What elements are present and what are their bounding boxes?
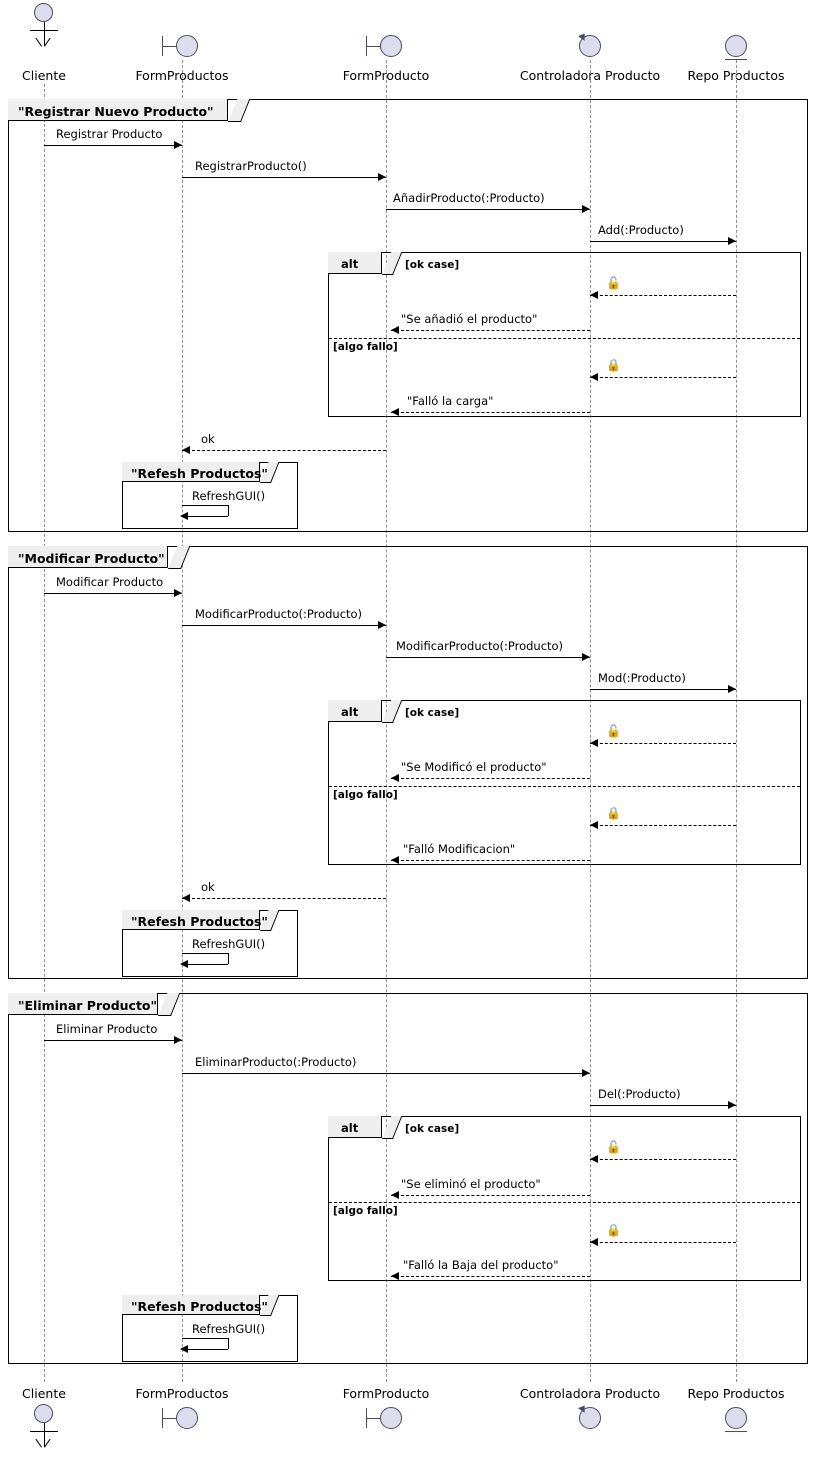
lock-icon: 🔓 [606,724,621,738]
boundary-stem-icon [162,1418,176,1419]
message-label: RefreshGUI() [192,937,266,951]
alt-keyword: alt [341,705,359,719]
frame-label-refesh-3: "Refesh Productos" [131,1299,268,1314]
boundary-stem-icon [366,46,380,47]
message-label: Modificar Producto [56,575,164,589]
participant-label-controladora: Controladora Producto [519,68,661,83]
alt-keyword: alt [341,257,359,271]
message-label: ok [201,880,215,894]
message-label: Eliminar Producto [56,1022,158,1036]
alt-divider-2 [329,786,800,787]
frame-label-refesh-1: "Refesh Productos" [131,466,268,481]
boundary-circle-icon [176,35,198,57]
actor-arms-icon [30,30,58,31]
boundary-circle-icon [176,1407,198,1429]
alt-guard-fail: [algo fallo] [333,341,398,353]
participant-label-formproductos: FormProductos [135,68,229,83]
alt-guard-ok: [ok case] [405,259,460,271]
participant-label-cliente-bottom: Cliente [22,1386,66,1401]
broken-lock-icon: 🔒 [606,806,621,820]
alt-guard-fail: [algo fallo] [333,1205,398,1217]
alt-divider-1 [329,338,800,339]
alt-frame-2 [328,700,801,865]
actor-head-icon [34,3,53,22]
message-label: ok [201,432,215,446]
alt-keyword: alt [341,1121,359,1135]
message-label: ModificarProducto(:Producto) [195,607,363,621]
participant-label-formproductos-bottom: FormProductos [135,1386,229,1401]
frame-label-registrar: "Registrar Nuevo Producto" [18,104,214,119]
boundary-stem-icon [366,1418,380,1419]
lock-icon: 🔓 [606,1140,621,1154]
participant-label-cliente: Cliente [22,68,66,83]
message-label: RegistrarProducto() [195,159,307,173]
entity-base-icon [725,1431,747,1432]
boundary-circle-icon [380,1407,402,1429]
message-label: Registrar Producto [56,127,163,141]
frame-label-modificar: "Modificar Producto" [18,551,165,566]
participant-label-controladora-bottom: Controladora Producto [519,1386,661,1401]
actor-head-icon [34,1404,53,1423]
message-label: RefreshGUI() [192,1322,266,1336]
alt-guard-fail: [algo fallo] [333,789,398,801]
message-label: RefreshGUI() [192,489,266,503]
actor-arms-icon [30,1431,58,1432]
boundary-circle-icon [380,35,402,57]
frame-label-eliminar: "Eliminar Producto" [18,998,158,1013]
actor-leg-left-icon [35,1439,42,1448]
entity-circle-icon [725,35,747,57]
message-label: ModificarProducto(:Producto) [396,639,564,653]
lock-icon: 🔓 [606,276,621,290]
participant-label-formproducto-bottom: FormProducto [342,1386,430,1401]
message-label: Mod(:Producto) [598,671,686,685]
message-label: "Se eliminó el producto" [401,1177,541,1191]
message-label: Del(:Producto) [598,1087,681,1101]
alt-guard-ok: [ok case] [405,1123,460,1135]
participant-label-formproducto: FormProducto [342,68,430,83]
message-label: Add(:Producto) [598,223,684,237]
entity-circle-icon [725,1407,747,1429]
message-label: "Falló Modificacion" [403,842,516,856]
alt-guard-ok: [ok case] [405,707,460,719]
alt-frame-1 [328,252,801,417]
message-label: "Se Modificó el producto" [401,760,547,774]
message-label: "Se añadió el producto" [401,312,538,326]
broken-lock-icon: 🔒 [606,358,621,372]
actor-leg-left-icon [35,38,42,47]
message-label: "Falló la Baja del producto" [403,1258,559,1272]
alt-divider-3 [329,1202,800,1203]
participant-label-repo-bottom: Repo Productos [687,1386,785,1401]
message-label: AñadirProducto(:Producto) [393,191,545,205]
broken-lock-icon: 🔒 [606,1223,621,1237]
boundary-stem-icon [162,46,176,47]
frame-label-refesh-2: "Refesh Productos" [131,914,268,929]
participant-label-repo: Repo Productos [687,68,785,83]
message-label: "Falló la carga" [407,394,494,408]
message-label: EliminarProducto(:Producto) [195,1055,357,1069]
